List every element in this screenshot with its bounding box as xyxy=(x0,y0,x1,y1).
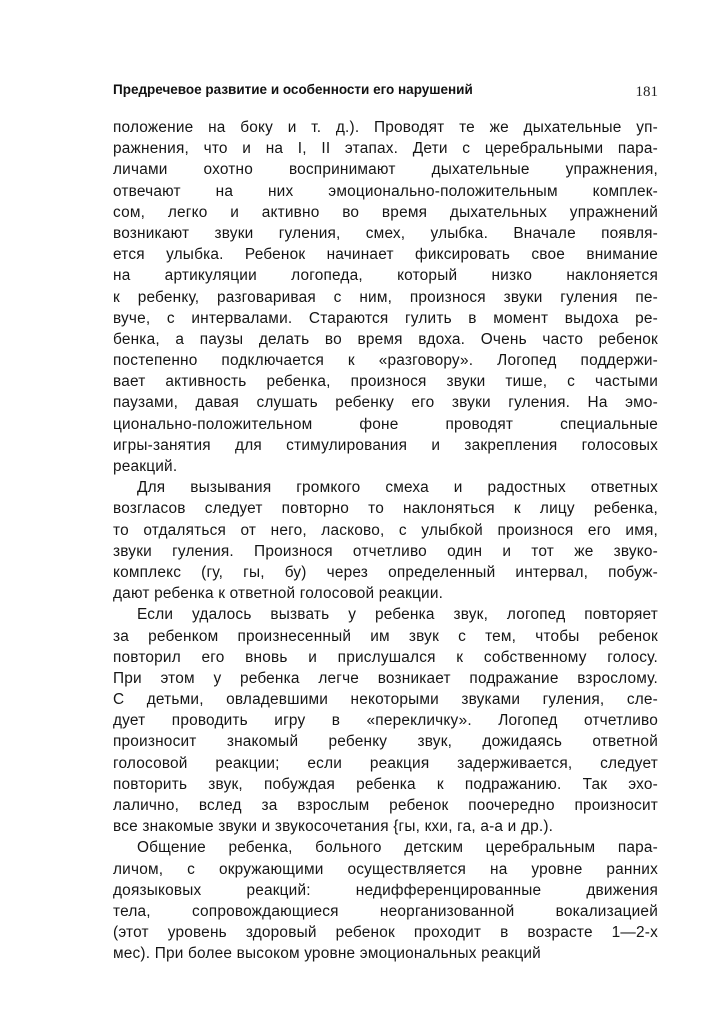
body-text xyxy=(113,117,658,965)
text-line: бенка, а паузы делать во время вдоха. Очень часто ребенок xyxy=(113,330,658,348)
text-line: лалично, вслед за взрослым ребенок поочередно произносит xyxy=(113,797,658,814)
text-line: ется улыбка. Ребенок начинает фиксировать свое внимание xyxy=(113,246,658,264)
text-line: повторил его вновь и прислушался к собственному голосу. xyxy=(113,648,658,666)
text-line: повторить звук, побуждая ребенка к подражанию. Так эхо- xyxy=(113,775,658,793)
text-line: (этот уровень здоровый ребенок проходит в возрасте 1—2-х xyxy=(113,924,658,942)
text-line: ционально-положительном фоне проводят специальные xyxy=(113,415,658,433)
text-line: Если удалось вызвать у ребенка звук, логопед повторяет xyxy=(137,606,658,624)
text-line: паузами, давая слушать ребенку его звуки гуления. На эмо- xyxy=(113,394,658,412)
text-line: мес). При более высоком уровне эмоциональных реакций xyxy=(113,945,541,963)
text-line: вуче, с интервалами. Стараются гулить в момент выдоха ре- xyxy=(113,309,658,327)
text-line: на артикуляции логопеда, который низко наклоняется xyxy=(113,267,658,285)
paragraph xyxy=(113,604,658,837)
text-line: возгласов следует повторно то наклоняться к лицу ребенка, xyxy=(113,500,658,518)
paragraph xyxy=(113,837,658,964)
text-line: личом, с окружающими осуществляется на уровне ранних xyxy=(113,860,658,878)
text-line: за ребенком произнесенный им звук с тем, чтобы ребенок xyxy=(113,627,658,645)
page-number: 181 xyxy=(635,84,658,100)
text-line: ражнения, что и на I, II этапах. Дети с церебральными пара- xyxy=(113,140,658,158)
text-line: вает активность ребенка, произнося звуки тише, с частыми xyxy=(113,373,658,391)
text-line: произносит знакомый ребенку звук, дожидаясь ответной xyxy=(113,733,658,751)
text-line: Общение ребенка, больного детским церебральным пара- xyxy=(137,839,658,857)
text-line: все знакомые звуки и звукосочетания {гы, кхи, га, а-а и др.). xyxy=(113,818,554,836)
text-line: комплекс (гу, гы, бу) через определенный интервал, побуж- xyxy=(113,563,658,581)
paragraph xyxy=(113,477,658,604)
running-title: Предречевое развитие и особенности его нарушений xyxy=(113,82,473,97)
text-line: то отдаляться от него, ласково, с улыбкой произнося его имя, xyxy=(113,521,658,539)
text-line: личами охотно воспринимают дыхательные упражнения, xyxy=(113,161,658,179)
text-line: игры-занятия для стимулирования и закрепления голосовых xyxy=(113,436,658,454)
text-line: дует проводить игру в «перекличку». Логопед отчетливо xyxy=(113,712,658,730)
text-line: При этом у ребенка легче возникает подражание взрослому. xyxy=(113,669,658,687)
paragraph xyxy=(113,117,658,477)
text-line: тела, сопровождающиеся неорганизованной вокализацией xyxy=(113,902,658,920)
text-line: Для вызывания громкого смеха и радостных ответных xyxy=(137,479,658,497)
text-line: голосовой реакции; если реакция задерживается, следует xyxy=(113,754,658,772)
text-line: постепенно подключается к «разговору». Логопед поддержи- xyxy=(113,352,658,370)
text-line: доязыковых реакций: недифференцированные движения xyxy=(113,881,658,899)
text-line: сом, легко и активно во время дыхательных упражнений xyxy=(113,203,658,221)
text-line: к ребенку, разговаривая с ним, произнося звуки гуления пе- xyxy=(113,288,658,306)
text-line: возникают звуки гуления, смех, улыбка. Вначале появля- xyxy=(113,224,658,242)
text-line: положение на боку и т. д.). Проводят те же дыхательные уп- xyxy=(113,119,658,136)
text-line: отвечают на них эмоционально-положительным комплек- xyxy=(113,182,658,200)
text-line: дают ребенка к ответной голосовой реакции. xyxy=(113,585,444,603)
text-line: звуки гуления. Произнося отчетливо один и тот же звуко- xyxy=(113,542,658,560)
text-line: реакций. xyxy=(113,458,178,475)
running-head xyxy=(113,80,658,102)
text-line: С детьми, овладевшими некоторыми звуками гуления, сле- xyxy=(113,691,658,709)
